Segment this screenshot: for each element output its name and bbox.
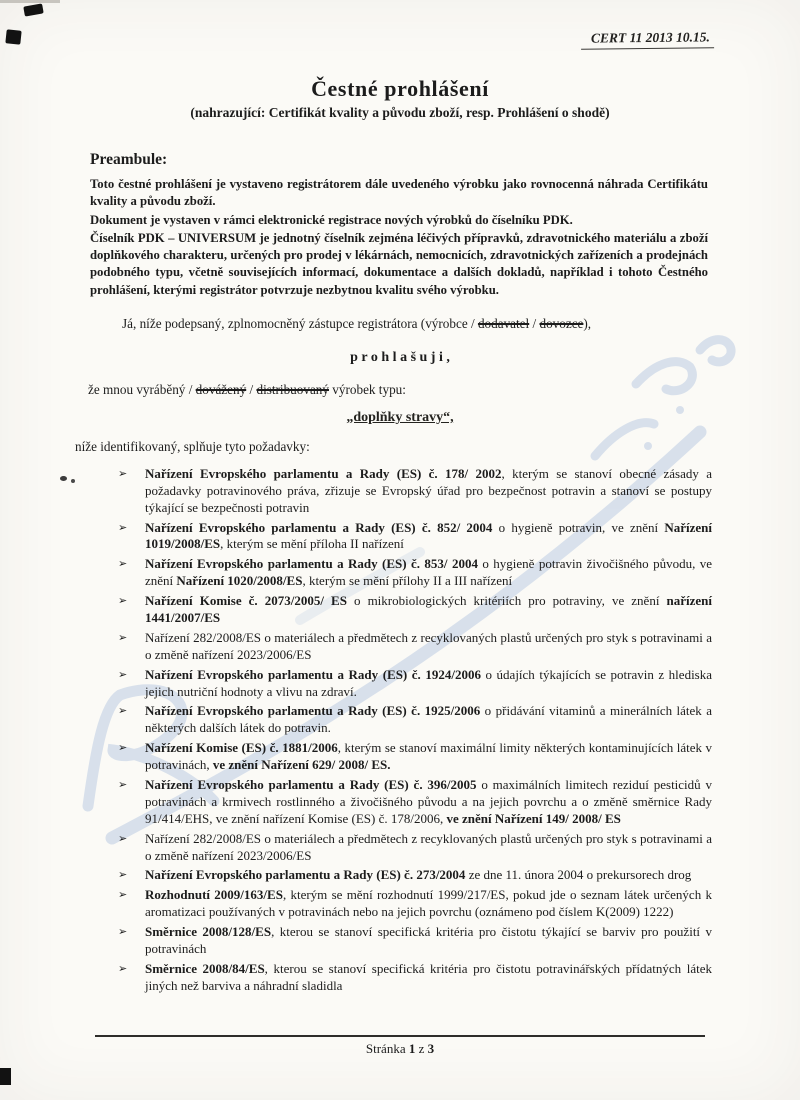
requirement-item: [118, 466, 712, 517]
preamble-heading: Preambule:: [90, 151, 168, 168]
requirement-item: [118, 961, 712, 995]
product-type: „doplňky stravy“,: [346, 409, 454, 425]
preamble-line: Toto čestné prohlášení je vystaveno registrátorem dále uvedeného výrobku jako rovnocenná náhrada Certifikátu kvality a původu zboží.: [90, 177, 708, 209]
scan-artifact: [5, 29, 21, 44]
requirement-text: Nařízení Evropského parlamentu a Rady (ES) č. 273/2004 ze dne 11. února 2004 o prekursorech drog: [145, 867, 692, 883]
arrow-bullet-icon: ➢: [118, 926, 128, 939]
arrow-bullet-icon: ➢: [118, 705, 128, 718]
requirement-text: Nařízení Komise (ES) č. 1881/2006, kterým se stanoví maximální limity některých kontaminujících látek v potravinách, ve znění Nařízení 629/ 2008/ ES.: [145, 740, 712, 773]
scan-artifact: [0, 1068, 11, 1085]
requirement-text: Směrnice 2008/84/ES, kterou se stanoví specifická kritéria pro čistotu potravinářských přídatných látek jiných než barviva a náhradní sladidla: [145, 960, 712, 993]
document-title: Čestné prohlášení: [311, 76, 489, 101]
arrow-bullet-icon: ➢: [118, 668, 128, 681]
requirement-item: [118, 556, 712, 590]
arrow-bullet-icon: ➢: [118, 742, 128, 755]
requirement-text: Směrnice 2008/128/ES, kterou se stanoví specifická kritéria pro čistotu týkající se barviv pro použití v potravinách: [145, 924, 712, 957]
arrow-bullet-icon: ➢: [118, 832, 128, 845]
arrow-bullet-icon: ➢: [118, 869, 128, 882]
requirement-text: Nařízení Evropského parlamentu a Rady (ES) č. 178/ 2002, kterým se stanoví obecné zásady a požadavky potravinového práva, zřizuje se Evropský úřad pro bezpečnost potravin a stanoví se postupy týkající se bezpečnosti potravin: [145, 465, 713, 515]
arrow-bullet-icon: ➢: [118, 521, 128, 534]
requirement-item: [118, 667, 712, 701]
requirement-item: [118, 703, 712, 737]
requirement-text: Nařízení 282/2008/ES o materiálech a předmětech z recyklovaných plastů určených pro styk s potravinami a o změně nařízení 2023/2006/ES: [145, 830, 712, 863]
arrow-bullet-icon: ➢: [118, 962, 128, 975]
requirement-text: Nařízení Evropského parlamentu a Rady (ES) č. 852/ 2004 o hygieně potravin, ve znění Nařízení 1019/2008/ES, kterým se mění příloha II nařízení: [145, 519, 712, 552]
arrow-bullet-icon: ➢: [118, 631, 128, 644]
requirement-text: Nařízení Evropského parlamentu a Rady (ES) č. 396/2005 o maximálních limitech reziduí pesticidů v potravinách a krmivech rostlinného a živočišného původu a na jejich povrchu a o změně směrnice Rady 91/414/EHS, ve znění nařízení Komise (ES) č. 178/2006, ve znění Nařízení 149/ 2008/ ES: [145, 777, 713, 826]
scan-artifact: [23, 3, 43, 16]
header-annotation: CERT 11 2013 10.15.: [581, 29, 714, 49]
identified-line: níže identifikovaný, splňuje tyto požadavky:: [75, 438, 310, 454]
scan-artifact: [71, 479, 75, 483]
requirement-text: Rozhodnutí 2009/163/ES, kterým se mění rozhodnutí 1999/217/ES, pokud jde o seznam látek určených k aromatizaci používaných v potravinách nebo na jejich povrchu (oznámeno pod číslem K(2009) 1222): [145, 887, 712, 920]
arrow-bullet-icon: ➢: [118, 595, 128, 608]
preamble-line: Dokument je vystaven v rámci elektronické registrace nových výrobků do číselníku PDK.: [90, 212, 573, 227]
requirement-item: [118, 924, 712, 958]
scan-artifact: [0, 0, 60, 3]
requirement-text: Nařízení Evropského parlamentu a Rady (ES) č. 1925/2006 o přidávání vitaminů a minerálních látek a některých dalších látek do potravin.: [145, 703, 713, 736]
arrow-bullet-icon: ➢: [118, 779, 128, 791]
requirement-text: Nařízení 282/2008/ES o materiálech a předmětech z recyklovaných plastů určených pro styk s potravinami a o změně nařízení 2023/2006/ES: [145, 629, 712, 662]
declaration-word: p r o h l a š u j i ,: [350, 349, 450, 365]
requirement-item: [118, 593, 712, 627]
requirement-text: Nařízení Evropského parlamentu a Rady (ES) č. 853/ 2004 o hygieně potravin živočišného původu, ve znění Nařízení 1020/2008/ES, kterým se mění přílohy II a III nařízení: [145, 556, 713, 589]
document-subtitle: (nahrazující: Certifikát kvality a původu zboží, resp. Prohlášení o shodě): [190, 105, 610, 120]
requirement-item: [118, 520, 712, 554]
requirements-list: [0, 466, 800, 995]
page-footer: Stránka 1 z 3: [365, 1041, 435, 1056]
requirement-text: Nařízení Evropského parlamentu a Rady (ES) č. 1924/2006 o údajích týkajících se potravin z hlediska jejich nutriční hodnoty a vlivu na zdraví.: [145, 666, 713, 699]
requirement-item: [118, 777, 712, 828]
requirement-item: [118, 867, 712, 884]
requirement-item: [118, 630, 712, 664]
preamble-line: Číselník PDK – UNIVERSUM je jednotný číselník zejména léčivých přípravků, zdravotnického materiálu a zboží doplňkového charakteru, určených pro prodej v lékárnách, nemocnicích, zdravotnických zařízeních a prodejnách podobného typu, včetně souvisejících informací, dokumentace a dalších dokladů, například i tohoto Čestného prohlášení, kterými registrátor potvrzuje nezbytnou kvalitu svého výrobku.: [90, 230, 708, 297]
product-type-line: že mnou vyráběný / dovážený / distribuovaný výrobek typu:: [88, 381, 406, 397]
arrow-bullet-icon: ➢: [118, 558, 128, 571]
requirement-item: [118, 740, 712, 774]
arrow-bullet-icon: ➢: [118, 467, 128, 480]
requirement-text: Nařízení Komise č. 2073/2005/ ES o mikrobiologických kritériích pro potraviny, ve znění nařízení 1441/2007/ES: [145, 593, 712, 625]
arrow-bullet-icon: ➢: [118, 889, 128, 902]
scan-artifact: [60, 476, 67, 481]
requirement-item: [118, 887, 712, 921]
requirement-item: [118, 831, 712, 865]
footer-divider: [95, 1035, 705, 1037]
declaration-intro: Já, níže podepsaný, zplnomocněný zástupce registrátora (výrobce / dodavatel / dovozce),: [122, 315, 592, 331]
